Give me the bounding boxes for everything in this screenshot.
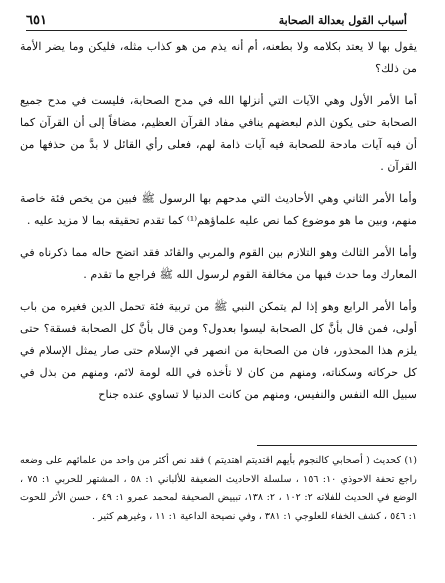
- paragraph: وأما الأمر الثاني وهي الأحاديث التي مدحهم بها الرسول ﷺ فبين من يخص فئة خاصة منهم، وبين ما هو موضوع كما نص عليه علماؤهم⁽¹⁾ كما تقدم تحقيقه بما لا مزيد عليه .: [20, 192, 417, 227]
- page-number: ٦٥١: [26, 13, 47, 28]
- paragraph: يقول بها لا يعتد بكلامه ولا بطعنه، أم أنه يذم من هو كذاب مثله، فليكن وما يضر الأمة من ذلك؟: [20, 40, 417, 75]
- paragraph: وأما الأمر الثالث وهو التلازم بين القوم والمربي والقائد فقد اتضح حاله مما ذكرناه في المعارك وما حدث فيها من مخالفة القوم لرسول الله ﷺ فراجع ما تقدم .: [20, 246, 417, 281]
- footnote-separator: [257, 445, 417, 446]
- paragraph: وأما الأمر الرابع وهو إذا لم يتمكن النبي ﷺ من تربية فئة تحمل الدين فغيره من باب أولى، فمن قال بأنَّ كل الصحابة ليسوا بعدول؟ ومن قال بأنَّ كل الصحابة فسقة؟ حتى يلزم هذا المحذور، فان من الصحابة من انصهر في الإسلام حتى صار يمثل الإسلام في كل حركاته وسكناته، ومنهم من كان لا تأخذه في الله لومة لائم، ومنهم من بذل في سبيل الله النفس والنفيس، ومنهم من كانت الدنيا لا تساوي عنده جناح: [20, 300, 417, 401]
- footnote: (١) كحديث ( أصحابي كالنجوم بأيهم اقتديتم اهتديتم ) فقد نص أكثر من واحد من علمائهم على وضعه راجع تحفة الاحوذي ١٠: ١٥٦ ، سلسلة الاحاديث الضعيفة للألباني ١: ٥٨ ، المشتهر للحربي ١: ٧٥ ، الوضع في الحديث للفلاته ٢: ١٠٢ ، ٢: ١٣٨، تبييض الصحيفة لمحمد عمرو ١: ٤٩ ، حسن الأثر للحوت ١: ٥٤٦ ، كشف الخفاء للعلوجي ١: ٣٨١ ، وفي نصيحة الداعية ١: ١١ ، وغيرهم كثير .: [20, 455, 417, 522]
- page-header: [26, 8, 407, 31]
- running-title: أسباب القول بعدالة الصحابة: [278, 14, 407, 27]
- paragraph: أما الأمر الأول وهي الآيات التي أنزلها الله في مدح الصحابة، فليست في مدح جميع الصحابة حتى يكون الذم لبعضهم ينافي مفاد القرآن العظيم، مضافاً إلى أن القرآن كما أن فيه آيات مادحة للصحابة فيه آيات ذامة لهم، فعلى رأي القائل لا بدَّ من حذفها من القرآن .: [20, 94, 417, 173]
- main-text: [20, 36, 417, 412]
